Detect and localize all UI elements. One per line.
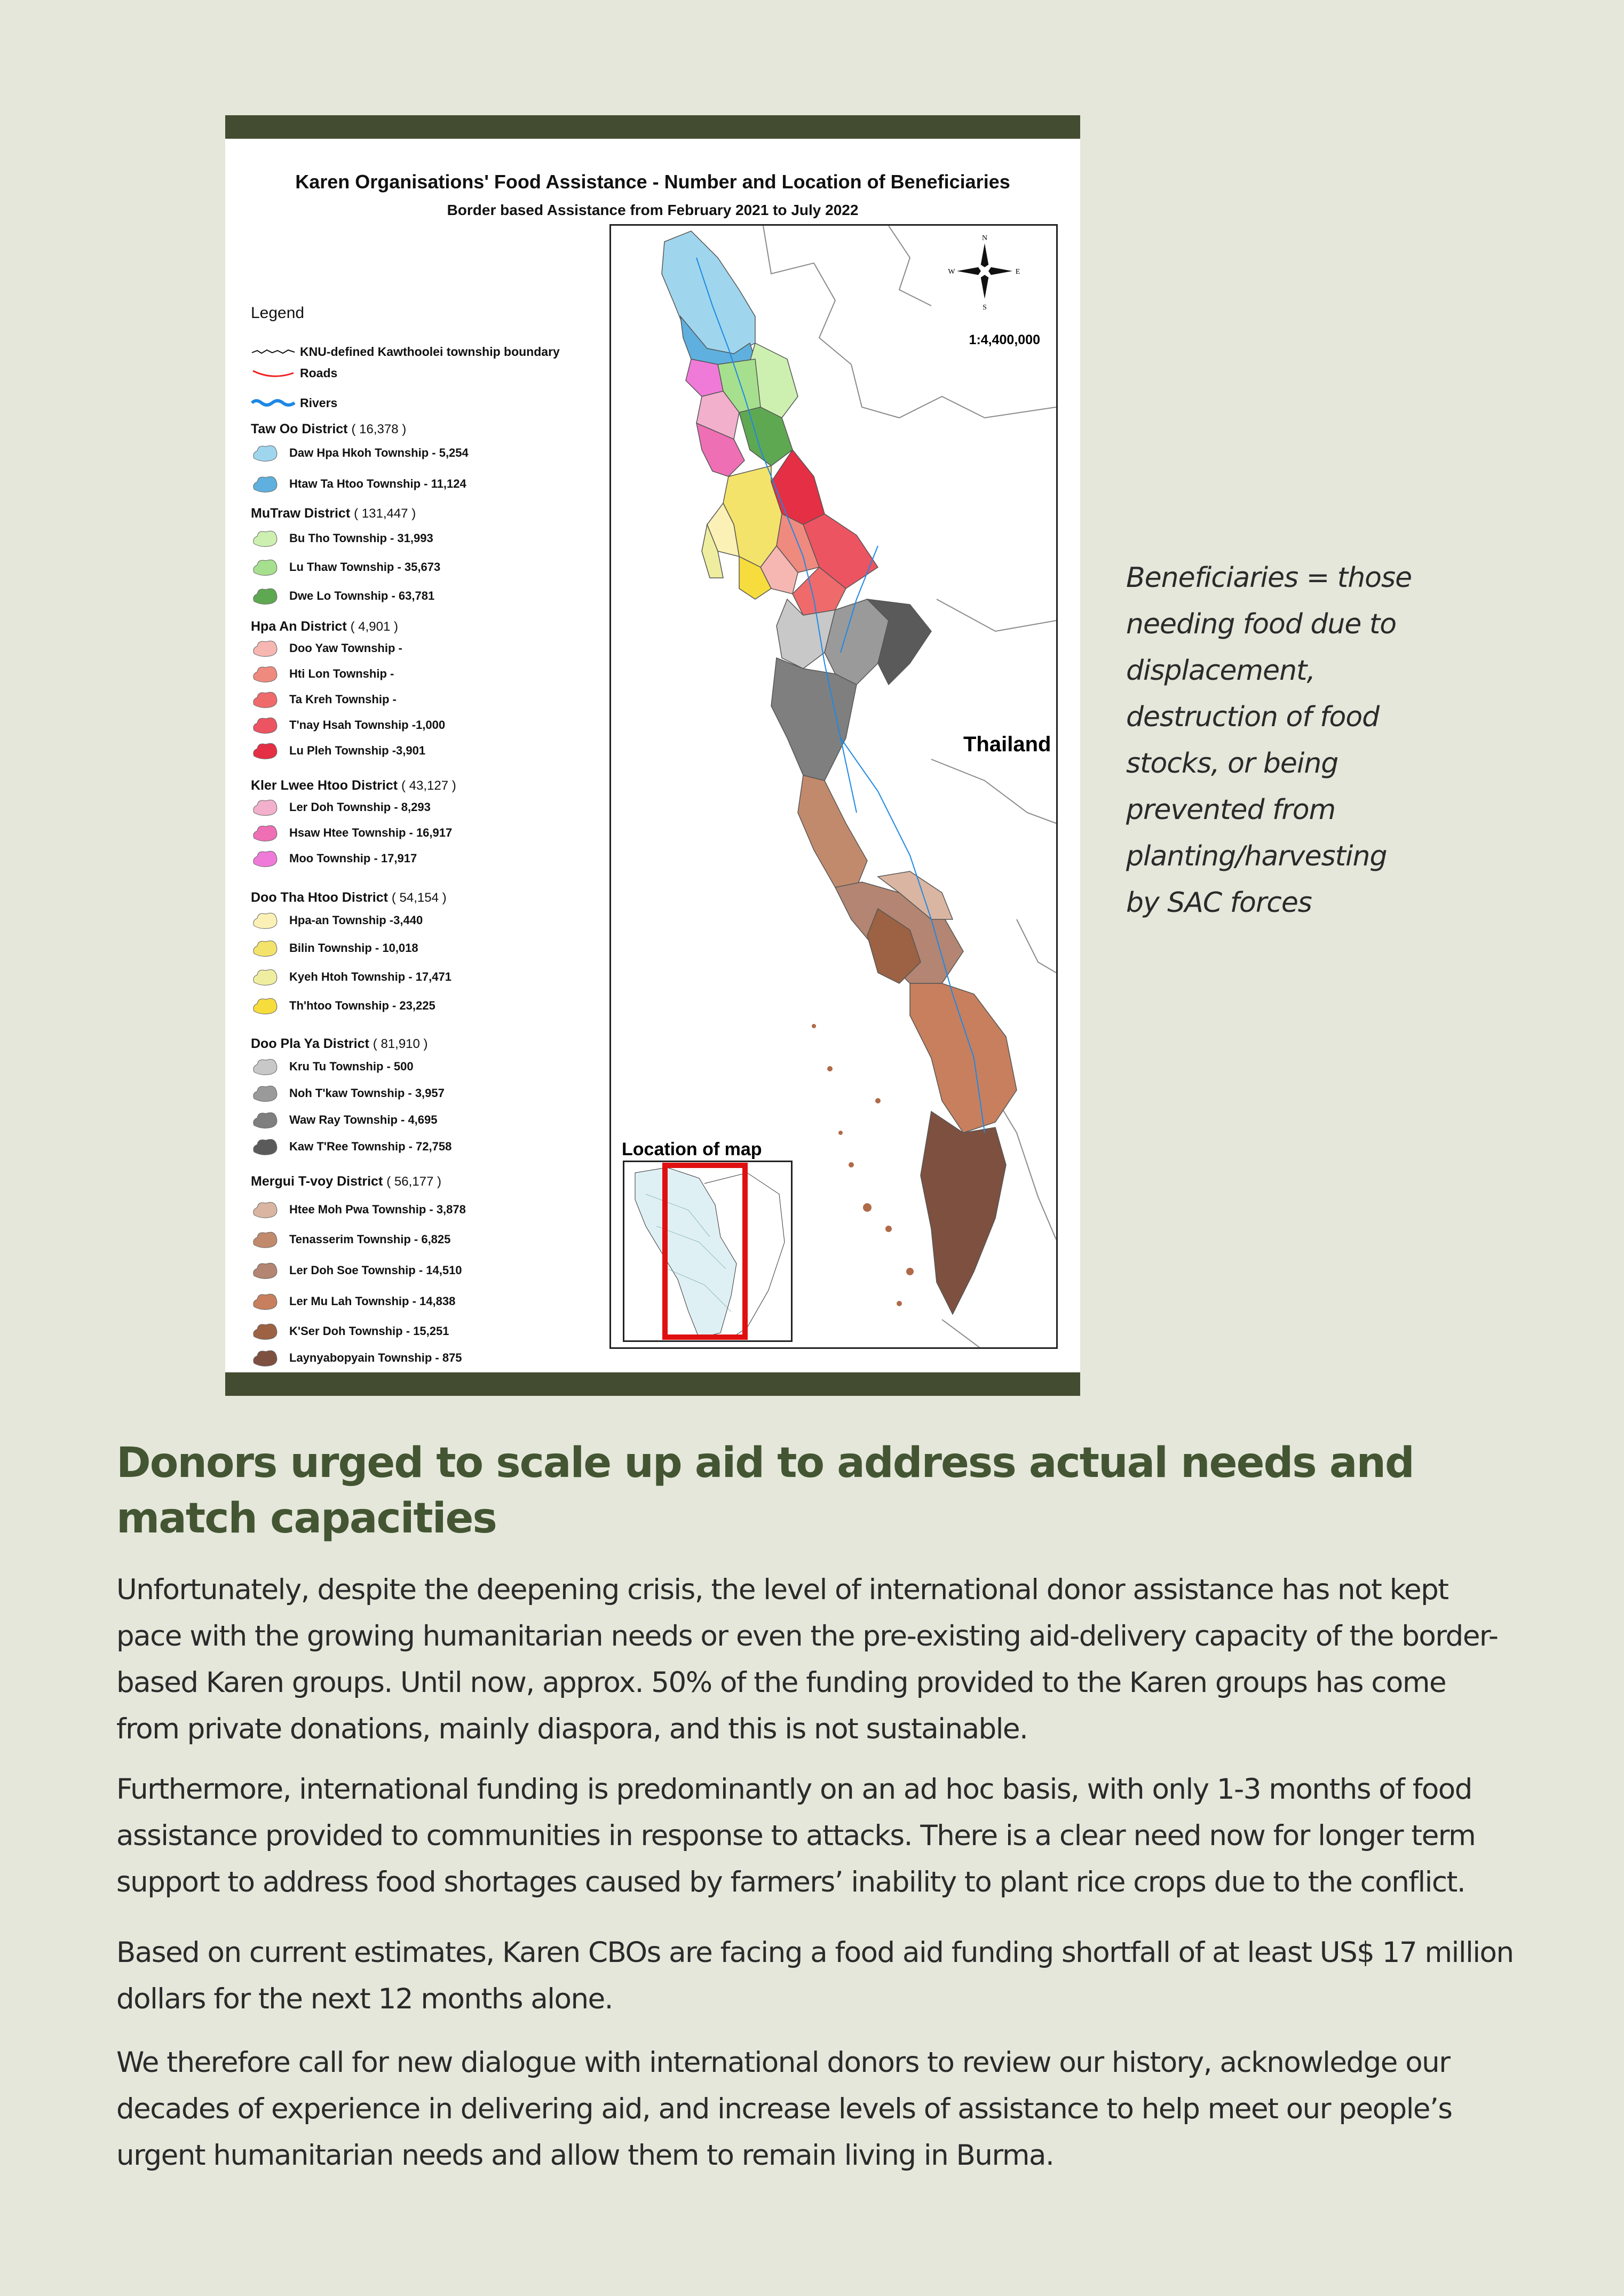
legend-district-hpa-an bbox=[251, 619, 398, 634]
map-figure bbox=[225, 115, 1080, 1396]
legend-township bbox=[251, 740, 425, 762]
country-label: Thailand bbox=[963, 733, 1051, 756]
district-name: Hpa An District bbox=[251, 619, 347, 634]
legend-township bbox=[251, 1290, 455, 1313]
compass-east-label: E bbox=[1015, 268, 1020, 276]
district-name: MuTraw District bbox=[251, 506, 351, 521]
township-label: Doo Yaw Township - bbox=[289, 641, 402, 655]
legend-township bbox=[251, 847, 417, 870]
township-swatch bbox=[251, 740, 279, 761]
district-count: ( 81,910 ) bbox=[373, 1037, 428, 1051]
legend-key-boundary bbox=[251, 343, 560, 361]
township-label: Kyeh Htoh Township - 17,471 bbox=[289, 970, 451, 983]
map-scale: 1:4,400,000 bbox=[969, 332, 1040, 347]
legend-township bbox=[251, 442, 469, 464]
district-count: ( 54,154 ) bbox=[391, 891, 447, 905]
township-label: Ta Kreh Township - bbox=[289, 693, 397, 706]
legend-township bbox=[251, 909, 423, 932]
township-swatch bbox=[251, 528, 279, 549]
township-swatch bbox=[251, 714, 279, 736]
township-swatch bbox=[251, 1347, 279, 1369]
township-label: Waw Ray Township - 4,695 bbox=[289, 1113, 438, 1126]
legend-key-rivers bbox=[251, 394, 337, 412]
legend-township bbox=[251, 1055, 414, 1078]
compass-north-label: N bbox=[981, 234, 988, 242]
township-label: Dwe Lo Township - 63,781 bbox=[289, 589, 435, 602]
legend-township bbox=[251, 527, 433, 550]
township-swatch bbox=[251, 1056, 279, 1077]
township-label: Hpa-an Township -3,440 bbox=[289, 913, 423, 927]
legend-township bbox=[251, 637, 402, 660]
district-count: ( 4,901 ) bbox=[350, 619, 398, 634]
township-swatch bbox=[251, 689, 279, 710]
boundary-line-icon bbox=[251, 346, 296, 357]
township-label: Daw Hpa Hkoh Township - 5,254 bbox=[289, 446, 469, 459]
legend-district-doo-pla-ya bbox=[251, 1036, 428, 1052]
legend-township bbox=[251, 1228, 450, 1251]
legend-township bbox=[251, 1082, 445, 1105]
article-paragraph: Unfortunately, despite the deepening crisis, the level of international donor assistance has not kept pace with the growing humanitarian needs or even the pre-existing aid-delivery capacity of the border-based Karen groups. Until now, approx. 50% of the funding provided to the Karen groups has come from private donations, mainly diaspora, and this is not sustainable. bbox=[116, 1574, 1498, 1745]
township-swatch bbox=[251, 1229, 279, 1250]
district-count: ( 131,447 ) bbox=[354, 506, 416, 521]
legend-district-mergui-t-voy bbox=[251, 1174, 441, 1189]
township-label: Htee Moh Pwa Township - 3,878 bbox=[289, 1203, 466, 1216]
township-swatch bbox=[251, 473, 279, 495]
township-label: Tenasserim Township - 6,825 bbox=[289, 1233, 451, 1246]
district-count: ( 56,177 ) bbox=[386, 1174, 441, 1189]
legend-township bbox=[251, 1347, 462, 1369]
township-label: Lu Thaw Township - 35,673 bbox=[289, 560, 441, 574]
compass-icon bbox=[948, 234, 1020, 312]
legend-key-boundary-label: KNU-defined Kawthoolei township boundary bbox=[300, 344, 560, 359]
township-swatch bbox=[251, 822, 279, 844]
legend-township bbox=[251, 966, 451, 988]
township-swatch bbox=[251, 938, 279, 959]
township-label: Laynyabopyain Township - 875 bbox=[289, 1351, 462, 1364]
legend-district-doo-tha-htoo bbox=[251, 890, 447, 905]
compass-south-label: S bbox=[983, 304, 987, 312]
legend-township bbox=[251, 1320, 449, 1342]
township-swatch bbox=[251, 1109, 279, 1131]
township-swatch bbox=[251, 557, 279, 578]
township-swatch bbox=[251, 848, 279, 869]
township-swatch bbox=[251, 1136, 279, 1157]
district-count: ( 43,127 ) bbox=[401, 778, 456, 793]
legend-township bbox=[251, 688, 397, 711]
township-label: Bilin Township - 10,018 bbox=[289, 941, 418, 955]
legend-township bbox=[251, 556, 440, 578]
road-line-icon bbox=[251, 368, 296, 378]
township-swatch bbox=[251, 995, 279, 1016]
legend-key-roads-label: Roads bbox=[300, 366, 338, 380]
township-swatch bbox=[251, 910, 279, 931]
legend-township bbox=[251, 1198, 466, 1221]
township-swatch bbox=[251, 638, 279, 659]
township-swatch bbox=[251, 797, 279, 818]
township-label: Th'htoo Township - 23,225 bbox=[289, 999, 435, 1012]
township-swatch bbox=[251, 585, 279, 607]
township-label: Kru Tu Township - 500 bbox=[289, 1060, 414, 1073]
compass-west-label: W bbox=[948, 268, 955, 276]
township-swatch bbox=[251, 966, 279, 988]
district-count: ( 16,378 ) bbox=[351, 422, 407, 436]
township-label: Hsaw Htee Township - 16,917 bbox=[289, 826, 453, 839]
legend-township bbox=[251, 714, 445, 736]
legend-township bbox=[251, 1135, 451, 1158]
location-inset-map bbox=[623, 1161, 793, 1342]
district-name: Taw Oo District bbox=[251, 422, 348, 436]
figure-title: Karen Organisations' Food Assistance - Number and Location of Beneficiaries bbox=[295, 171, 1010, 193]
township-label: Ler Mu Lah Township - 14,838 bbox=[289, 1294, 456, 1308]
legend-township bbox=[251, 473, 466, 495]
township-label: Moo Township - 17,917 bbox=[289, 852, 417, 865]
township-label: Ler Doh Soe Township - 14,510 bbox=[289, 1264, 462, 1277]
article-paragraph: We therefore call for new dialogue with international donors to review our history, acknowledge our decades of experience in delivering aid, and increase levels of assistance to help meet our people’s urgent humanitarian needs and allow them to remain living in Burma. bbox=[116, 2046, 1452, 2172]
legend-township bbox=[251, 1109, 438, 1131]
article-paragraph: Furthermore, international funding is predominantly on an ad hoc basis, with only 1-3 months of food assistance provided to communities in response to attacks. There is a clear need now for longer term support to address food shortages caused by farmers’ inability to plant rice crops due to the conflict. bbox=[116, 1773, 1476, 1898]
legend-township bbox=[251, 796, 431, 819]
township-label: Ler Doh Township - 8,293 bbox=[289, 800, 431, 814]
article-paragraph: Based on current estimates, Karen CBOs are facing a food aid funding shortfall of at least US$ 17 million dollars for the next 12 months alone. bbox=[116, 1936, 1514, 2015]
legend-key-rivers-label: Rivers bbox=[300, 395, 338, 410]
legend-heading: Legend bbox=[251, 304, 305, 322]
legend-district-kler-lwee-htoo bbox=[251, 778, 456, 793]
article-headline: Donors urged to scale up aid to address actual needs and match capacities bbox=[116, 1439, 1414, 1543]
township-swatch bbox=[251, 663, 279, 685]
township-swatch bbox=[251, 1199, 279, 1220]
district-name: Doo Pla Ya District bbox=[251, 1036, 369, 1051]
township-swatch bbox=[251, 1291, 279, 1312]
township-label: Hti Lon Township - bbox=[289, 667, 394, 680]
township-swatch bbox=[251, 442, 279, 464]
district-name: Kler Lwee Htoo District bbox=[251, 778, 398, 793]
legend-key-roads bbox=[251, 364, 337, 382]
legend-township bbox=[251, 1259, 462, 1282]
district-name: Mergui T-voy District bbox=[251, 1174, 383, 1189]
map-panel bbox=[609, 224, 1058, 1349]
legend-township bbox=[251, 663, 394, 685]
township-label: K'Ser Doh Township - 15,251 bbox=[289, 1324, 449, 1338]
township-label: Kaw T'Ree Township - 72,758 bbox=[289, 1140, 452, 1153]
river-line-icon bbox=[251, 398, 296, 408]
township-swatch bbox=[251, 1083, 279, 1104]
township-swatch bbox=[251, 1321, 279, 1342]
township-label: Lu Pleh Township -3,901 bbox=[289, 744, 426, 757]
district-name: Doo Tha Htoo District bbox=[251, 890, 388, 905]
inset-map-graphic bbox=[624, 1162, 791, 1340]
legend-township bbox=[251, 995, 435, 1017]
figure-subtitle: Border based Assistance from February 2021 to July 2022 bbox=[447, 202, 859, 218]
township-label: T'nay Hsah Township -1,000 bbox=[289, 718, 446, 732]
township-label: Bu Tho Township - 31,993 bbox=[289, 531, 433, 545]
legend-district-taw-oo bbox=[251, 422, 406, 437]
legend-district-mutraw bbox=[251, 506, 416, 521]
legend-township bbox=[251, 822, 452, 844]
legend-township bbox=[251, 585, 434, 607]
beneficiaries-note: Beneficiaries = those needing food due to displacement, destruction of food stocks, or being prevented from planting/harvesting by SAC forces bbox=[1126, 562, 1412, 919]
township-label: Htaw Ta Htoo Township - 11,124 bbox=[289, 477, 466, 490]
township-label: Noh T'kaw Township - 3,957 bbox=[289, 1086, 445, 1100]
township-swatch bbox=[251, 1260, 279, 1281]
legend-township bbox=[251, 937, 418, 959]
inset-title: Location of map bbox=[622, 1139, 762, 1159]
